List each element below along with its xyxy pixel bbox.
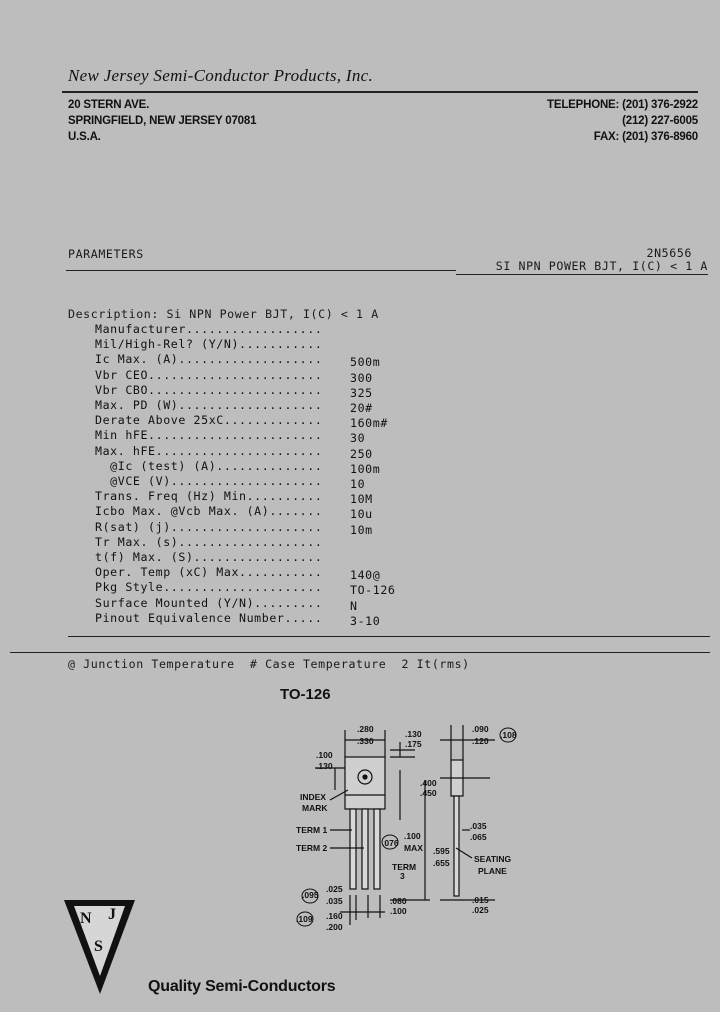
address-line-2: SPRINGFIELD, NEW JERSEY 07081 xyxy=(68,115,257,127)
company-name: New Jersey Semi-Conductor Products, Inc. xyxy=(68,66,374,85)
dimension-label: .400 xyxy=(420,778,437,788)
address-line-1: 20 STERN AVE. xyxy=(68,99,150,111)
dimension-label: MAX xyxy=(404,843,423,853)
parameter-value: 500m xyxy=(350,355,381,370)
telephone-line-2: (212) 227-6005 xyxy=(622,115,698,127)
dimension-label: .065 xyxy=(470,832,487,842)
dimension-label: .035 xyxy=(326,896,343,906)
dimension-label: SEATING xyxy=(474,854,512,864)
parameter-label: Mil/High-Rel? (Y/N)........... xyxy=(95,337,323,352)
dimension-label: .100 xyxy=(390,906,407,916)
parameter-label: Trans. Freq (Hz) Min.......... xyxy=(95,489,323,504)
dimension-label: .120 xyxy=(472,736,489,746)
dimension-label: TERM xyxy=(392,862,417,872)
parameter-value: 140@ xyxy=(350,568,381,583)
dimension-label: .280 xyxy=(357,724,374,734)
dimension-label: MARK xyxy=(302,803,328,813)
parameter-label: Oper. Temp (xC) Max........... xyxy=(95,565,323,580)
footnote: @ Junction Temperature # Case Temperature 2 It(rms) xyxy=(68,657,470,671)
dimension-label: .025 xyxy=(472,905,489,915)
parameter-label: R(sat) (j).................... xyxy=(95,519,323,534)
section-title: PARAMETERS xyxy=(68,247,144,261)
dimension-label: .080 xyxy=(390,896,407,906)
dimension-label: 3 xyxy=(400,871,405,881)
parameter-label: @Ic (test) (A).............. xyxy=(95,458,323,473)
dimension-label: .100 xyxy=(316,750,333,760)
dimension-label: .025 xyxy=(326,884,343,894)
dimension-label: TERM 2 xyxy=(296,843,328,853)
dimension-label: .015 xyxy=(472,895,489,905)
parameter-value: 10 xyxy=(350,477,366,491)
parameter-value: 3-10 xyxy=(350,613,381,628)
parameter-label: Ic Max. (A)................... xyxy=(95,352,323,367)
parameter-label: t(f) Max. (S)................. xyxy=(95,550,323,564)
parameter-value: 250 xyxy=(350,446,373,461)
parameter-label: Derate Above 25xC............. xyxy=(95,413,323,428)
parameter-value: 30 xyxy=(350,431,366,446)
parameter-label: Vbr CEO....................... xyxy=(95,367,323,382)
parameter-value: 10M xyxy=(350,492,373,507)
dimension-label: .595 xyxy=(433,846,450,856)
logo-letter-n: N xyxy=(80,910,92,927)
dimension-label: .450 xyxy=(420,788,437,798)
part-subtitle: SI NPN POWER BJT, I(C) < 1 A xyxy=(495,259,708,273)
parameter-label: Tr Max. (s)................... xyxy=(95,534,323,549)
parameter-value: 10u xyxy=(350,507,373,522)
dimension-label: .200 xyxy=(326,922,343,932)
parameter-value: 10m xyxy=(350,522,373,537)
dimension-label: .130 xyxy=(405,729,422,739)
parameter-value: N xyxy=(350,598,358,613)
description-line: Description: Si NPN Power BJT, I(C) < 1 A xyxy=(68,307,379,321)
dimension-label: .095 xyxy=(302,890,319,900)
parameter-label: Surface Mounted (Y/N)......... xyxy=(95,595,323,610)
fax-line: FAX: (201) 376-8960 xyxy=(593,131,698,143)
parameter-label: Pkg Style..................... xyxy=(95,580,323,595)
dimension-label: .035 xyxy=(470,821,487,831)
dimension-label: .108 xyxy=(500,730,517,740)
part-number: 2N5656 xyxy=(646,246,692,260)
dimension-label: PLANE xyxy=(478,866,507,876)
parameter-label: Max. PD (W)................... xyxy=(95,398,323,412)
dimension-label: .090 xyxy=(472,724,489,734)
parameter-label: Icbo Max. @Vcb Max. (A)....... xyxy=(95,504,323,519)
dimension-label: .100 xyxy=(404,831,421,841)
parameter-label: Max. hFE...................... xyxy=(95,443,323,458)
address-line-3: U.S.A. xyxy=(68,131,101,143)
telephone-line: TELEPHONE: (201) 376-2922 xyxy=(547,99,698,111)
dimension-label: .076 xyxy=(382,838,399,848)
logo-letter-j: J xyxy=(108,906,116,923)
dimension-label: .130 xyxy=(316,761,333,771)
parameter-value: 100m xyxy=(350,461,381,476)
parameter-value: 160m# xyxy=(350,416,388,431)
parameter-value: 20# xyxy=(350,401,373,415)
parameter-label: Manufacturer.................. xyxy=(95,322,323,336)
parameter-label: Min hFE....................... xyxy=(95,428,323,443)
parameter-value: 325 xyxy=(350,385,373,400)
dimension-label: .160 xyxy=(326,911,343,921)
tagline: Quality Semi-Conductors xyxy=(148,978,336,995)
dimension-label: INDEX xyxy=(300,792,326,802)
parameter-label: @VCE (V).................... xyxy=(95,474,323,488)
parameter-value: TO-126 xyxy=(350,583,396,598)
dimension-label: TERM 1 xyxy=(296,825,328,835)
dimension-label: .330 xyxy=(357,736,374,746)
dimension-label: .175 xyxy=(405,739,422,749)
package-title: TO-126 xyxy=(280,686,331,703)
parameter-value: 300 xyxy=(350,370,373,385)
logo-letter-s: S xyxy=(94,938,103,955)
parameter-label: Pinout Equivalence Number..... xyxy=(95,610,323,625)
dimension-label: .109 xyxy=(296,914,313,924)
parameter-label: Vbr CBO....................... xyxy=(95,382,323,397)
dimension-label: .655 xyxy=(433,858,450,868)
